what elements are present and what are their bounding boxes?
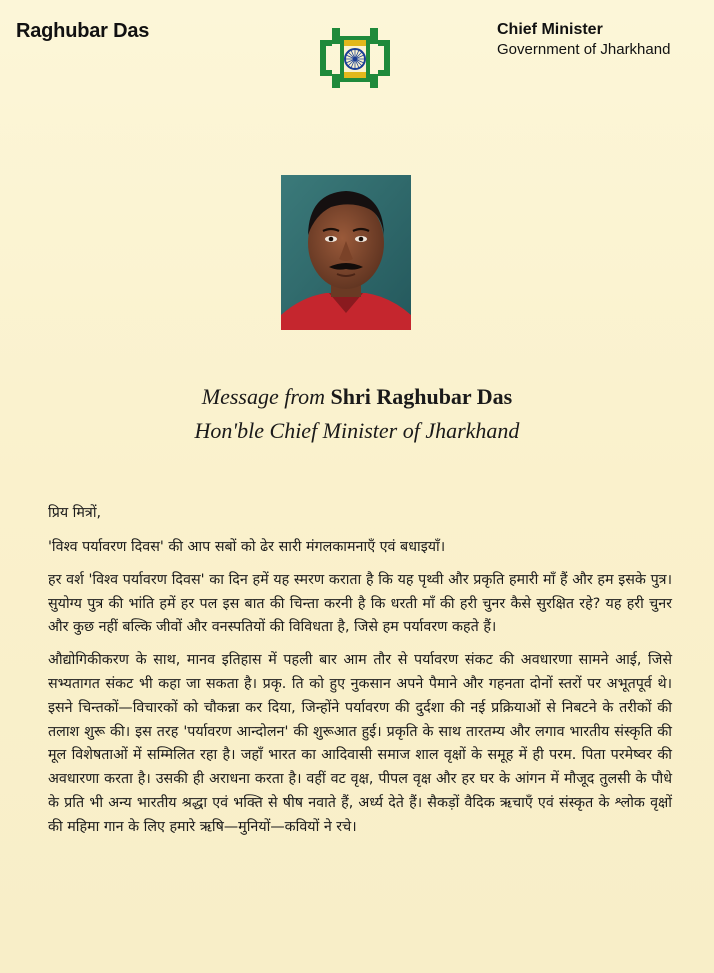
- header-government: Government of Jharkhand: [497, 41, 671, 58]
- header-designation: Chief Minister: [497, 21, 603, 38]
- portrait-photo: [281, 175, 411, 330]
- message-designation: Hon'ble Chief Minister of Jharkhand: [194, 418, 520, 443]
- message-name: Shri Raghubar Das: [330, 384, 513, 409]
- message-title: [0, 384, 714, 410]
- message-subtitle: [0, 418, 714, 444]
- message-prefix: Message from: [201, 384, 325, 409]
- header-designation-block: [497, 20, 670, 60]
- jharkhand-emblem-icon: [318, 22, 392, 94]
- letter-body: [48, 500, 672, 849]
- header-name: Raghubar Das: [16, 20, 150, 42]
- letter-paragraph-2: हर वर्श 'विश्व पर्यावरण दिवस' का दिन हमें यह स्मरण कराता है कि यह पृथ्वी और प्रकृति हमारी माँ हैं और हम इसके पुत्र। सुयोग्य पुत्र की भांति हमें हर पल इस बात की चिन्ता करनी है कि धरती माँ की हरी चुनर कैसे सुरक्षित रहे? यह हरी चुनर और कुछ नहीं बल्कि जीवों और वनस्पतियों की विविधता है, जिसे हम पर्यावरण कहते हैं।: [48, 571, 672, 636]
- letter-paragraph-3: औद्योगिकीकरण के साथ, मानव इतिहास में पहली बार आम तौर से पर्यावरण संकट की अवधारणा सामने आई, जिसे सभ्यतागत संकट भी कहा जा सकता है। प्रकृ. ति को हुए नुकसान अपने पैमाने और गहनता दोनों स्तरों पर अभूतपूर्व थे। इसने चिन्तकों—विचारकों को चौकन्ना कर दिया, जिन्होंने पर्यावरण की दुर्दशा की नई प्रक्रियाओं से निबटने के तरीकों की तलाश शुरू की। इस तरह 'पर्यावरण आन्दोलन' की शुरूआत हुई। प्रकृति के साथ तारतम्य और लगाव भारतीय संस्कृति की मूल विशेषताओं में सम्मिलित रहा है। जहाँ भारत का आदिवासी समाज शाल वृक्षों के समूह में ही परम. पिता परमेष्वर की अवधारणा करता है। उसकी ही अराधना करता है। वहीं वट वृक्ष, पीपल वृक्ष और हर घर के आंगन में मौजूद तुलसी के पौधे के प्रति भी अन्य भारतीय श्रद्धा एवं भक्ति से षीष नवाते हैं, अर्ध्य देते हैं। सैकड़ों वैदिक ऋचाएँ एवं संस्कृत के श्लोक वृक्षों की महिमा गान के लिए हमारे ऋषि—मुनियों—कवियों ने रचे।: [48, 652, 672, 835]
- letter-paragraph-1: 'विश्व पर्यावरण दिवस' की आप सबों को ढेर सारी मंगलकामनाएँ एवं बधाइयाँ।: [48, 539, 446, 555]
- letter-salutation: प्रिय मित्रों,: [48, 505, 102, 521]
